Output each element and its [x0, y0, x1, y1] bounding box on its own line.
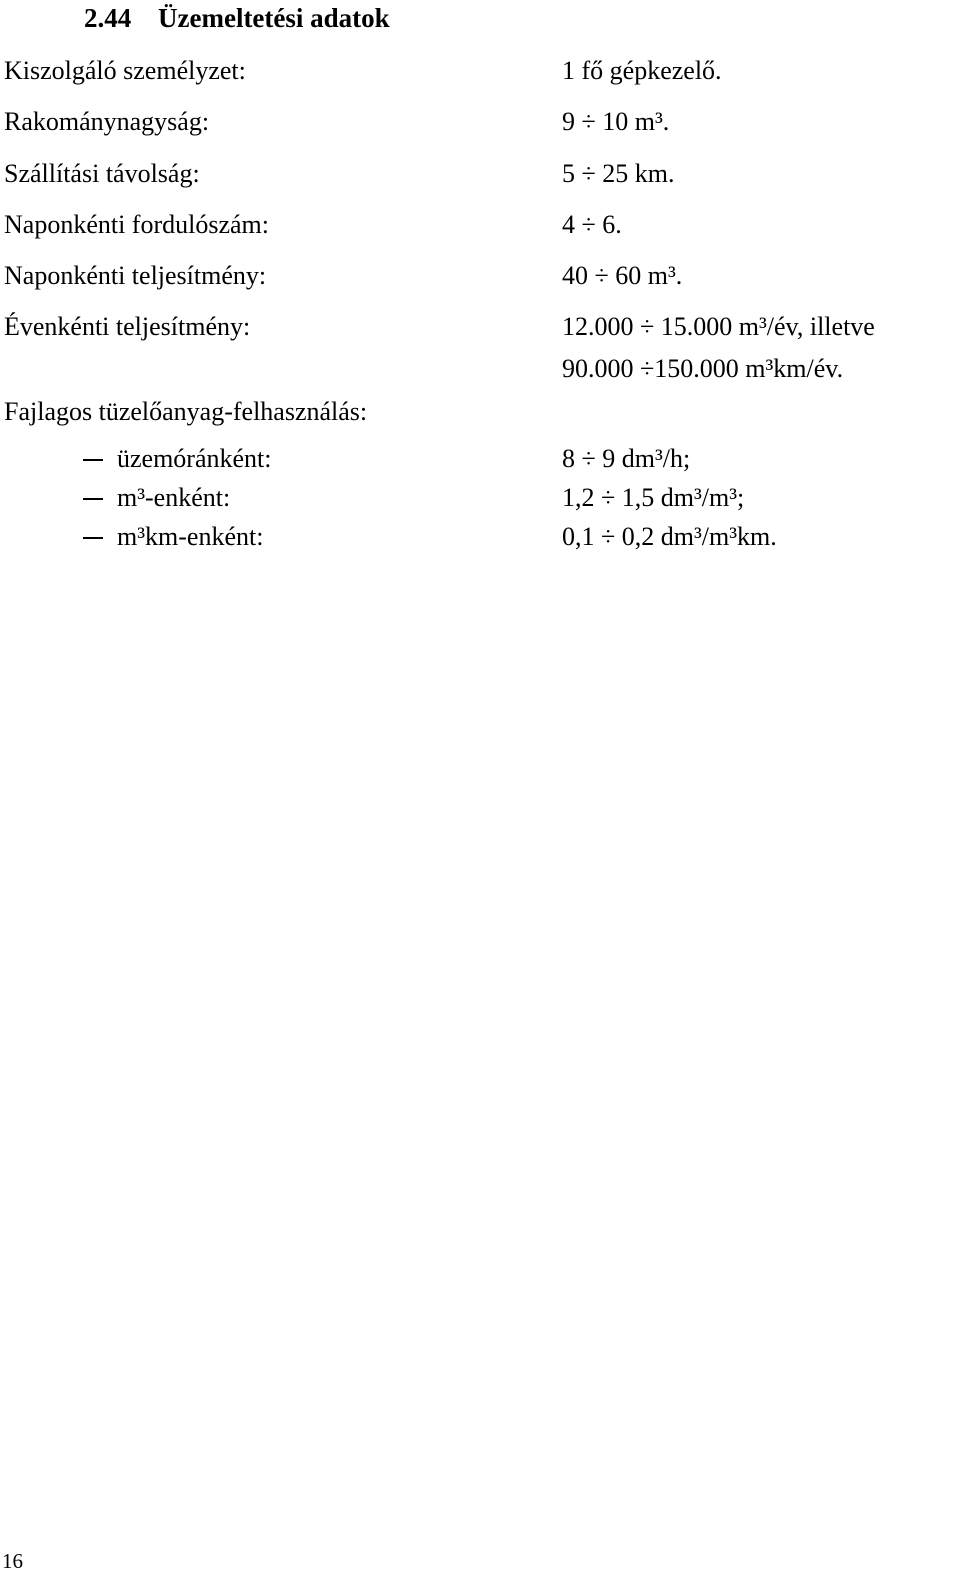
row-value: 12.000 ÷ 15.000 m³/év, illetve [562, 312, 875, 341]
row-label: Rakománynagyság: [4, 107, 210, 136]
row-label: Szállítási távolság: [4, 159, 200, 188]
dash-bullet-icon [83, 537, 103, 539]
row-value: 4 ÷ 6. [562, 210, 622, 239]
row-label: Évenkénti teljesítmény: [4, 312, 251, 341]
row-label: Naponkénti fordulószám: [4, 210, 269, 239]
fuel-item-value: 8 ÷ 9 dm³/h; [562, 444, 691, 473]
section-heading [84, 2, 390, 34]
fuel-heading: Fajlagos tüzelőanyag-felhasználás: [4, 397, 368, 426]
row-value: 40 ÷ 60 m³. [562, 261, 683, 290]
dash-bullet-icon [83, 459, 103, 461]
section-title: Üzemeltetési adatok [158, 3, 390, 33]
row-value: 1 fő gépkezelő. [562, 56, 722, 85]
fuel-item-label: m³km-enként: [117, 522, 264, 551]
fuel-item-label: m³-enként: [117, 483, 231, 512]
row-label: Naponkénti teljesítmény: [4, 261, 267, 290]
row-value: 9 ÷ 10 m³. [562, 107, 670, 136]
fuel-item-value: 0,1 ÷ 0,2 dm³/m³km. [562, 522, 777, 551]
fuel-item-value: 1,2 ÷ 1,5 dm³/m³; [562, 483, 745, 512]
row-label: Kiszolgáló személyzet: [4, 56, 246, 85]
page-number: 16 [2, 1549, 23, 1573]
row-value: 5 ÷ 25 km. [562, 159, 675, 188]
dash-bullet-icon [83, 498, 103, 500]
row-value-continued: 90.000 ÷150.000 m³km/év. [562, 354, 844, 383]
fuel-item-label: üzemóránként: [117, 444, 272, 473]
section-number: 2.44 [84, 3, 132, 33]
